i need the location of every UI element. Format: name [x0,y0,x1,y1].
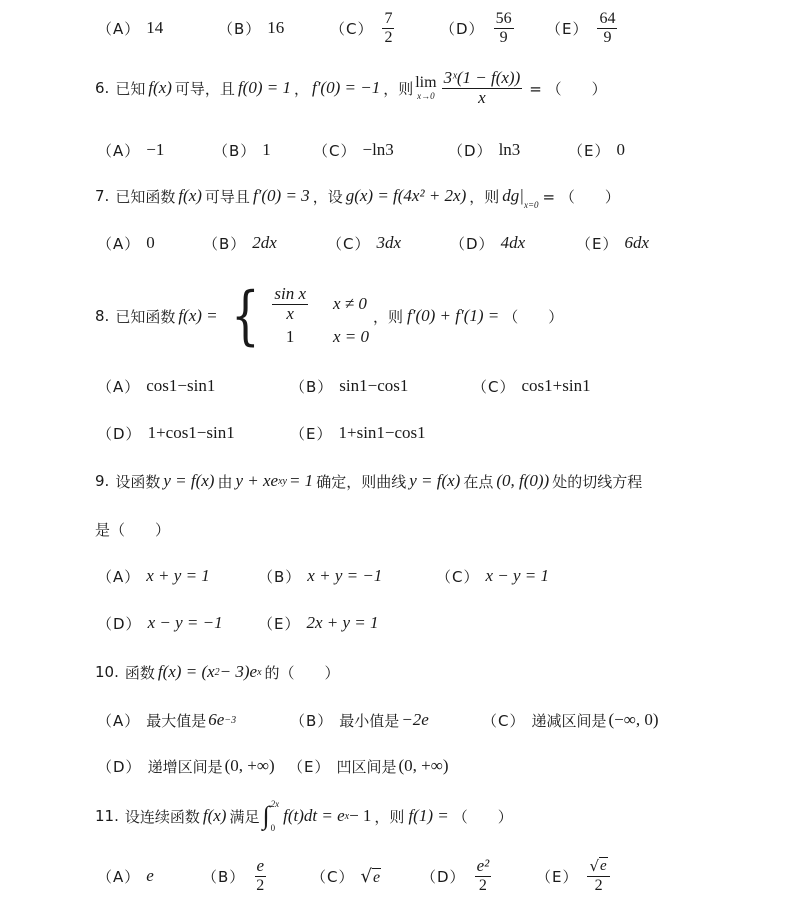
option-value: 6dx [624,233,650,252]
q11-option-d[interactable] [421,853,494,899]
lower-limit: 0 [270,823,276,833]
integral-limits [271,799,280,833]
option-label: （E） [546,19,589,38]
stem-text: ， [293,79,309,98]
numerator: e² [476,856,490,876]
option-label: （D） [448,141,493,160]
question-number: 9. [95,472,110,490]
lim-subscript: x→0 [417,91,435,101]
math: (0, f(0)) [496,471,550,490]
math: − 1 [349,806,372,825]
stem-text: 可导，且 [174,79,235,98]
option-value: cos1−sin1 [146,376,216,395]
option-value: x + y = 1 [146,566,210,585]
sqrt-icon: √ [589,857,600,876]
math-superscript: 2 [214,666,220,678]
q10-option-b[interactable] [290,700,429,740]
answer-blank: = （ ） [529,79,607,98]
option-label: （B） [290,711,334,730]
q5-option-d[interactable] [440,8,517,48]
option-value: sin1−cos1 [339,376,409,395]
option-label: （D） [440,19,485,38]
stem-text: ，则 [373,307,404,326]
option-label: （C） [472,377,516,396]
stem-text: 已知 [115,79,146,98]
stem-text: 确定，则曲线 [316,472,407,491]
piecewise [225,279,370,353]
math-superscript: −3 [224,714,237,726]
numerator: e [256,856,265,876]
option-label: （E） [258,614,301,633]
stem-text: 设连续函数 [124,807,200,826]
q8-options-row2 [0,413,800,453]
q10-options-row2 [0,746,800,786]
option-label: （A） [97,19,141,38]
stem-text: 设函数 [115,472,161,491]
option-text: 递增区间是 [147,757,223,776]
option-value: 14 [146,18,164,37]
option-label: （A） [97,867,141,886]
limit [415,75,436,101]
stem-text: ，则 [383,79,414,98]
answer-blank: （ ） [503,307,564,326]
radicand: e [600,858,607,875]
answer-blank: （ ） [452,807,513,826]
q9-stem [95,461,642,501]
q8-option-b[interactable] [290,366,408,406]
fraction [272,285,308,323]
stem-text: ，设 [312,187,343,206]
option-text: 最大值是 [146,711,207,730]
sqrt [360,866,381,887]
option-label: （D） [97,614,142,633]
option-value: 1+sin1−cos1 [338,423,426,442]
option-value: cos1+sin1 [521,376,591,395]
stem-text: 满足 [229,807,260,826]
denominator: 2 [478,877,487,895]
option-value: x − y = −1 [147,613,223,632]
radicand: e [372,868,381,886]
option-label: （A） [97,234,141,253]
q8-option-c[interactable] [472,366,591,406]
option-value: −1 [146,140,165,159]
option-label: （A） [97,141,141,160]
sqrt-icon: √ [360,865,372,887]
option-value: x − y = 1 [485,566,550,585]
option-label: （B） [213,141,257,160]
denominator: 9 [499,28,508,46]
answer-blank: 是（ ） [95,520,171,539]
q5-option-c[interactable] [330,8,397,48]
stem-text: 可导且 [204,187,250,206]
option-value: 0 [616,140,625,159]
option-value: e [146,866,154,885]
case-condition: x = 0 [333,327,370,347]
denominator: 2 [256,877,265,895]
option-label: （C） [482,711,526,730]
q6-option-a[interactable] [97,130,164,170]
stem-text: 已知函数 [115,307,176,326]
stem-text: 已知函数 [115,187,176,206]
option-label: （E） [536,867,579,886]
q10-options-row1 [0,700,800,740]
math-superscript: x [257,666,262,678]
q9-stem-line2 [95,509,170,549]
option-label: （D） [421,867,466,886]
option-label: （C） [311,867,355,886]
option-label: （E） [288,757,331,776]
fraction [442,69,523,107]
numerator: 64 [599,9,616,27]
cases-grid [269,285,369,347]
stem-text: 处的切线方程 [552,472,643,491]
option-value: 0 [146,233,155,252]
q10-option-d[interactable] [97,746,275,786]
math-subscript: x=0 [523,200,539,210]
numerator: 3ˣ(1 − f(x)) [443,67,521,87]
math: f(x) = (x [157,662,215,681]
answer-blank: 的（ ） [264,663,340,682]
case-value: 1 [285,327,295,347]
question-number: 7. [95,187,110,205]
fraction [494,10,514,46]
math: − 3)e [219,662,258,681]
q8-option-a[interactable] [97,366,215,406]
numerator: 56 [495,9,512,27]
question-number: 8. [95,307,110,325]
option-label: （E） [568,141,611,160]
option-value: 1 [262,140,271,159]
q6-options-row [0,130,800,170]
math: f(t)dt = e [283,806,345,825]
option-label: （B） [258,567,302,586]
q7-option-d[interactable] [450,223,525,263]
option-math: (0, +∞) [398,756,449,775]
option-math: (−∞, 0) [608,710,659,729]
math: y = f(x) [409,471,461,490]
q11-options-row [0,853,800,899]
stem-text: 函数 [124,663,155,682]
q6-option-b[interactable] [213,130,271,170]
question-number: 11. [95,807,119,825]
option-label: （A） [97,711,141,730]
option-label: （A） [97,377,141,396]
numerator: sin x [274,283,306,303]
option-text: 递减区间是 [531,711,607,730]
q7-option-a[interactable] [97,223,155,263]
math: g(x) = f(4x² + 2x) [345,186,467,205]
stem-text: 在点 [463,472,494,491]
q10-option-c[interactable] [482,700,659,740]
q8-stem [95,276,563,356]
math: y + xe [235,471,279,490]
math: f′(0) = 3 [252,186,310,205]
sqrt [589,857,607,875]
fraction [587,857,609,894]
q5-option-e[interactable] [546,8,620,48]
q6-option-e[interactable] [568,130,625,170]
numerator: 7 [384,9,393,27]
option-text: 最小值是 [339,711,400,730]
fraction [382,10,394,46]
option-value: x + y = −1 [307,566,383,585]
option-value: 1+cos1−sin1 [147,423,235,442]
option-label: （E） [290,424,333,443]
denominator: x [286,303,294,323]
denominator: 9 [603,28,612,46]
option-value: 2x + y = 1 [306,613,379,632]
math: f(x) [178,186,202,205]
option-label: （C） [330,19,374,38]
q8-options-row1 [0,366,800,406]
option-label: （D） [450,234,495,253]
option-value: 2dx [252,233,277,252]
option-label: （B） [218,19,262,38]
q11-option-e[interactable] [536,853,613,899]
math: f(1) = [408,806,449,825]
q9-options-row1 [0,556,800,596]
math: f(x) = [178,306,218,325]
case-condition: x ≠ 0 [333,294,367,313]
q5-option-b[interactable] [218,8,284,48]
option-text: 凹区间是 [336,757,397,776]
q10-stem [95,652,340,692]
option-value: ln3 [498,140,521,159]
option-math: −2e [401,710,429,729]
math: f(0) = 1 [237,78,291,97]
fraction [597,10,617,46]
q8-option-e[interactable] [290,413,426,453]
option-label: （A） [97,567,141,586]
integral [262,799,279,833]
q9-option-c[interactable] [436,556,549,596]
q11-option-b[interactable] [202,853,269,899]
option-value: 3dx [376,233,402,252]
upper-limit: 2x [270,799,280,809]
math: dg| [502,186,524,205]
denominator: x [478,87,486,107]
option-value: 4dx [500,233,526,252]
option-label: （C） [327,234,371,253]
option-value: −ln3 [362,140,394,159]
q7-option-e[interactable] [576,223,649,263]
stem-text: 由 [217,472,233,491]
question-number: 6. [95,79,110,97]
q7-options-row [0,223,800,263]
q11-option-c[interactable] [311,853,381,899]
q10-option-e[interactable] [288,746,449,786]
math: f(x) [202,806,227,825]
q9-option-b[interactable] [258,556,382,596]
option-value: 16 [267,18,285,37]
q9-option-e[interactable] [258,603,379,643]
option-label: （B） [290,377,334,396]
option-label: （B） [203,234,247,253]
math: f′(0) = −1 [311,78,381,97]
option-math: 6e [208,710,225,729]
q11-option-a[interactable] [97,853,154,899]
math-superscript: x [344,810,350,822]
denominator: 2 [594,877,603,894]
q11-stem [95,794,513,838]
q9-option-d[interactable] [97,603,223,643]
math: f(x) [148,78,172,97]
q6-option-d[interactable] [448,130,520,170]
fraction [475,857,492,894]
stem-text: ，则 [374,807,405,826]
option-label: （C） [313,141,357,160]
stem-text: ，则 [469,187,500,206]
q10-option-a[interactable] [97,700,236,740]
option-math: (0, +∞) [224,756,275,775]
math: f′(0) + f′(1) = [407,306,500,325]
integral-symbol: ∫ [262,801,270,830]
question-number: 10. [95,663,119,681]
q7-option-c[interactable] [327,223,401,263]
option-label: （D） [97,757,142,776]
q6-stem [95,68,607,108]
math-superscript: xy [278,475,287,487]
fraction [254,857,266,894]
q9-options-row2 [0,603,800,643]
brace-icon: { [230,279,260,353]
option-label: （C） [436,567,480,586]
answer-blank: = （ ） [542,187,620,206]
math: = 1 [288,471,314,490]
lim-symbol: lim [415,74,437,91]
option-label: （D） [97,424,142,443]
denominator: 2 [384,28,393,46]
q6-option-c[interactable] [313,130,394,170]
q7-stem [95,176,620,216]
math: y = f(x) [163,471,215,490]
q7-option-b[interactable] [203,223,277,263]
option-label: （B） [202,867,246,886]
q8-option-d[interactable] [97,413,235,453]
numerator [587,857,609,877]
q5-options-row [0,8,800,48]
q9-option-a[interactable] [97,556,210,596]
q5-option-a[interactable] [97,8,163,48]
option-label: （E） [576,234,619,253]
